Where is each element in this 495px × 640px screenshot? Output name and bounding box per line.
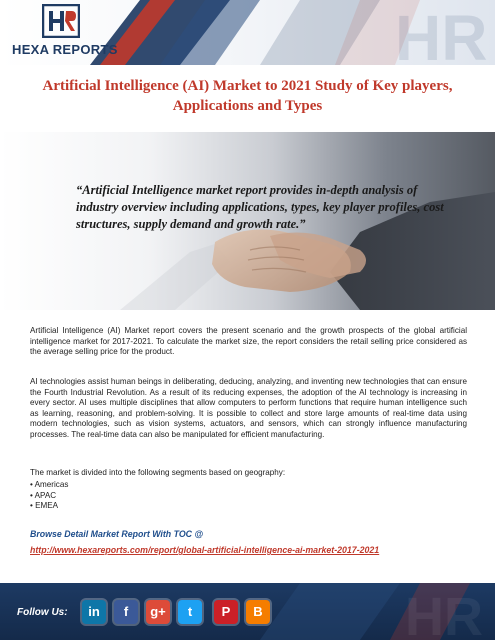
svg-text:HR: HR	[395, 2, 488, 65]
footer-bar	[0, 583, 495, 640]
follow-us-label: Follow Us:	[17, 607, 68, 618]
company-logo[interactable]	[12, 4, 132, 60]
list-item: • Americas	[30, 480, 69, 489]
google-plus-icon[interactable]: g+	[146, 600, 170, 624]
paragraph-segments: The market is divided into the following segments based on geography:	[30, 468, 286, 477]
hero-quote: “Artificial Intelligence market report provides in-depth analysis of industry overview including applications, types, key player profiles, cost structures, supply demand and growth rate.”	[76, 183, 444, 231]
facebook-icon[interactable]: f	[114, 600, 138, 624]
paragraph-ai-technologies: AI technologies assist human beings in deliberating, deducing, analyzing, and inventing new technologies that can ensure the Fourth Industrial Revolution. As a result of its reducing expenses, the adoption of the AI technology is increasing in every sector. AI uses multiple disciplines that allow computers to perform functions that require human intelligence such as learning, reasoning, and problem-solving. It is possible to collect and store large amounts of real-time data using modern technologies, such as vision systems, actuators, and sensors, which can strongly influence manufacturing processes. The real-time data can also be manipulated for efficient manufacturing.	[30, 377, 467, 439]
hero-image	[0, 132, 495, 310]
list-item: • EMEA	[30, 501, 59, 511]
svg-text:HR: HR	[405, 587, 483, 640]
list-item: • APAC	[30, 490, 57, 500]
paragraph-intro: Artificial Intelligence (AI) Market report covers the present scenario and the growth prospects of the global artificial intelligence market for 2017-2021. To calculate the market size, the report considers the retail selling price considered as the average selling price for the product.	[30, 326, 467, 357]
hr-logo-icon	[42, 4, 80, 38]
browse-label: Browse Detail Market Report With TOC @	[30, 529, 204, 539]
twitter-icon[interactable]: t	[178, 600, 202, 624]
blogger-icon[interactable]: B	[246, 600, 270, 624]
page-title: Artificial Intelligence (AI) Market to 2021 Study of Key players, Applications and Types	[42, 78, 453, 114]
pinterest-icon[interactable]: P	[214, 600, 238, 624]
header-banner	[0, 0, 495, 65]
report-link[interactable]: http://www.hexareports.com/report/global-artificial-intelligence-ai-market-2017-2021	[30, 545, 380, 555]
geography-list	[30, 480, 68, 512]
logo-wordmark: HEXA REPORTS	[12, 42, 118, 57]
linkedin-icon[interactable]: in	[82, 600, 106, 624]
